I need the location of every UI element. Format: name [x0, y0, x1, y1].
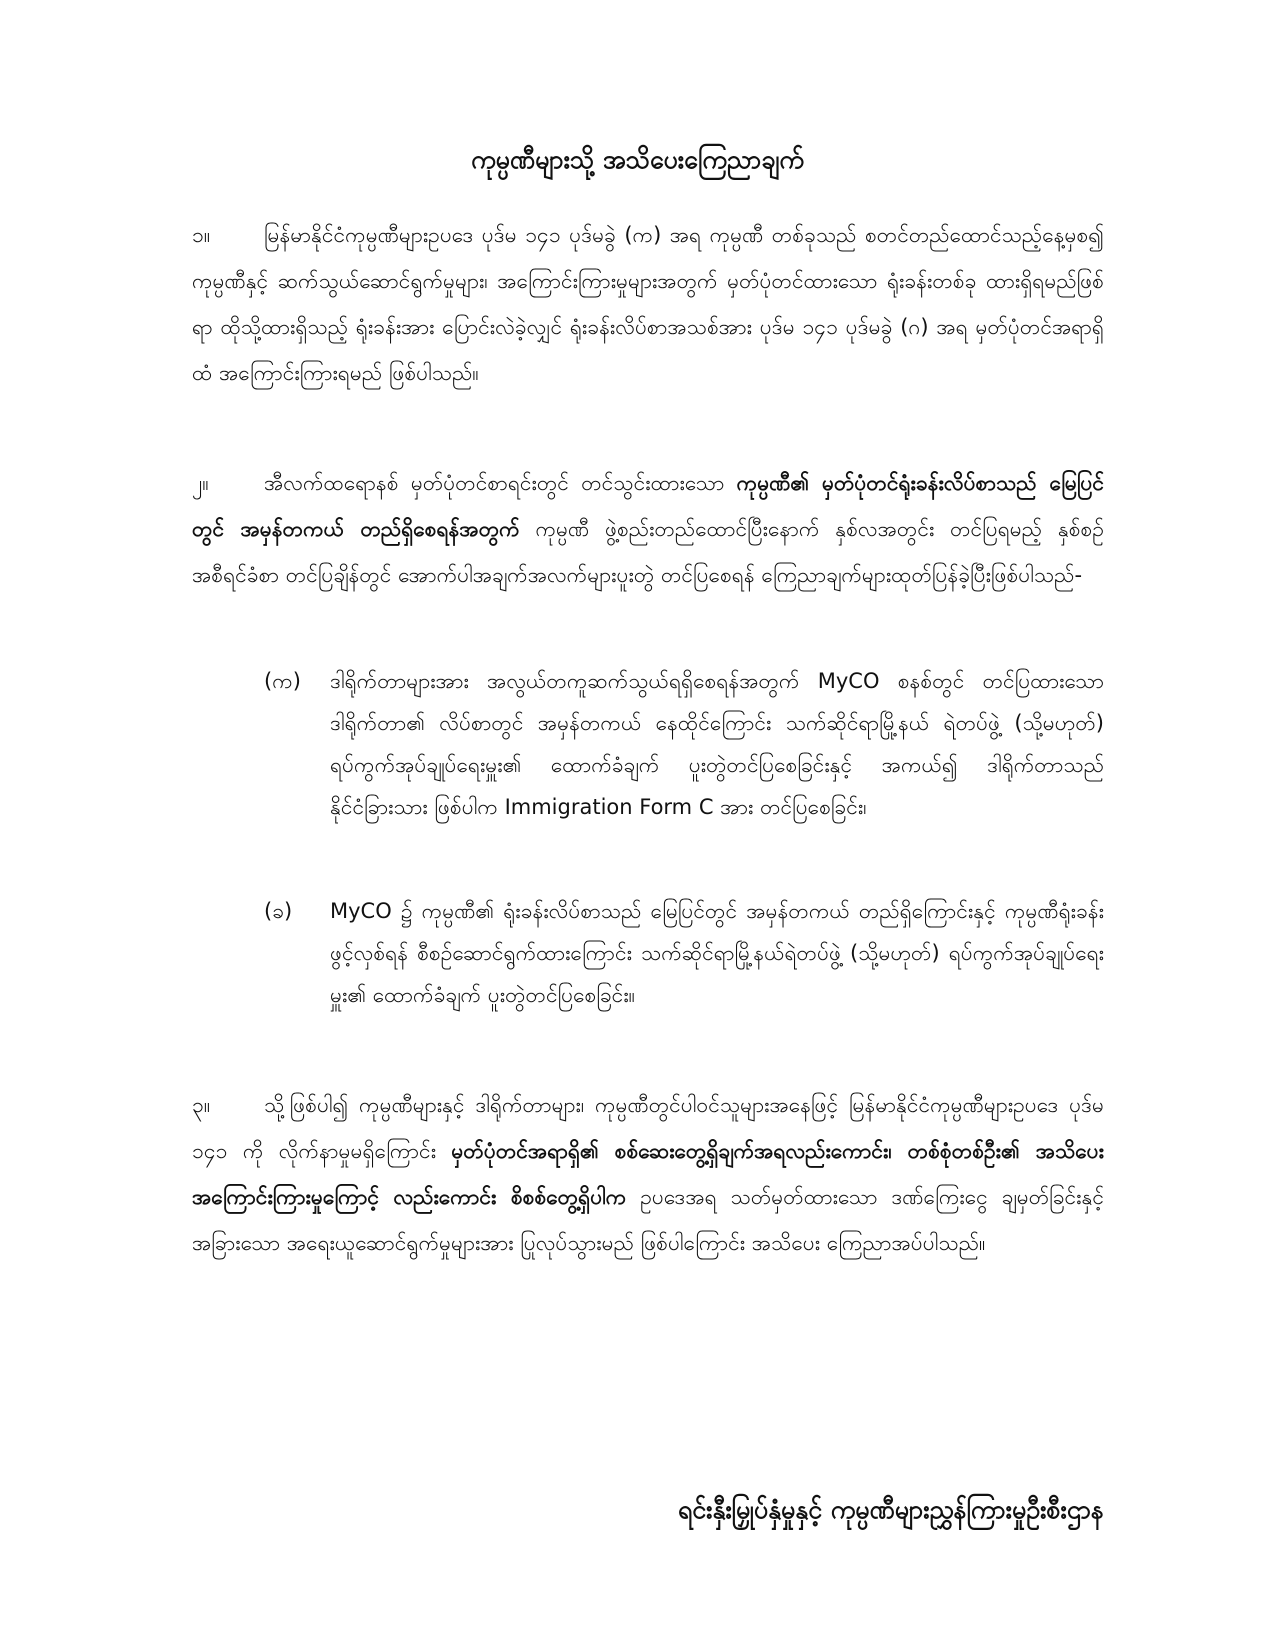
- paragraph-1-number: ၁။: [192, 223, 211, 247]
- paragraph-2-number: ၂။: [192, 471, 209, 495]
- paragraph-2-text-after: ကုမ္ပဏီ ဖွဲ့စည်းတည်ထောင်ပြီးနောက် နှစ်လအတွင်း တင်ပြရမည့် နှစ်စဉ်အစီရင်ခံစာ တင်ပြချိန်တွင် အောက်ပါအချက်အလက်များပူးတွဲ တင်ပြစေရန် ကြေညာချက်များထုတ်ပြန်ခဲ့ပြီးဖြစ်ပါသည်-: [192, 517, 1104, 587]
- paragraph-1: [192, 212, 1104, 396]
- paragraph-3: [192, 1082, 1104, 1266]
- paragraph-2-bold-text: ကုမ္ပဏီ၏ မှတ်ပုံတင်ရုံးခန်းလိပ်စာသည် မြေပြင်တွင် အမှန်တကယ် တည်ရှိစေရန်အတွက်: [192, 471, 1104, 541]
- paragraph-2: [192, 460, 1104, 598]
- sub-item-ka-number: (က): [264, 669, 301, 693]
- sub-item-ka: [264, 660, 1104, 828]
- sub-item-kha-text: MyCO ၌ ကုမ္ပဏီ၏ ရုံးခန်းလိပ်စာသည် မြေပြင်တွင် အမှန်တကယ် တည်ရှိကြောင်းနှင့် ကုမ္ပဏီရုံးခန်းဖွင့်လှစ်ရန် စီစဉ်ဆောင်ရွက်ထားကြောင်း သက်ဆိုင်ရာမြို့နယ်ရဲတပ်ဖွဲ့ (သို့မဟုတ်) ရပ်ကွက်အုပ်ချုပ်ရေးမှူး၏ ထောက်ခံချက် ပူးတွဲတင်ပြစေခြင်း။: [330, 899, 1104, 1007]
- paragraph-3-bold-text: မှတ်ပုံတင်အရာရှိ၏ စစ်ဆေးတွေ့ရှိချက်အရလည်းကောင်း၊ တစ်စုံတစ်ဦး၏ အသိပေး အကြောင်းကြားမှုကြောင့် လည်းကောင်း စိစစ်တွေ့ရှိပါက: [192, 1139, 1104, 1209]
- paragraph-1-text: မြန်မာနိုင်ငံကုမ္ပဏီများဥပဒေ ပုဒ်မ ၁၄၁ ပုဒ်မခွဲ (က) အရ ကုမ္ပဏီ တစ်ခုသည် စတင်တည်ထောင်သည့်နေ့မှစ၍ ကုမ္ပဏီနှင့် ဆက်သွယ်ဆောင်ရွက်မှုများ၊ အကြောင်းကြားမှုများအတွက် မှတ်ပုံတင်ထားသော ရုံးခန်းတစ်ခု ထားရှိရမည်ဖြစ်ရာ ထိုသို့ထားရှိသည့် ရုံးခန်းအား ပြောင်းလဲခဲ့လျှင် ရုံးခန်းလိပ်စာအသစ်အား ပုဒ်မ ၁၄၁ ပုဒ်မခွဲ (ဂ) အရ မှတ်ပုံတင်အရာရှိထံ အကြောင်းကြားရမည် ဖြစ်ပါသည်။: [192, 223, 1104, 385]
- sub-item-kha-number: (ခ): [264, 899, 293, 923]
- paragraph-3-number: ၃။: [192, 1093, 211, 1117]
- paragraph-2-text-before: အီလက်ထရောနစ် မှတ်ပုံတင်စာရင်းတွင် တင်သွင်းထားသော: [264, 471, 737, 495]
- sub-item-kha: [264, 890, 1104, 1016]
- paragraph-3-text-after: ဥပဒေအရ သတ်မှတ်ထားသော ဒဏ်ကြေးငွေ ချမှတ်ခြင်းနှင့် အခြားသော အရေးယူဆောင်ရွက်မှုများအား ပြုလုပ်သွားမည် ဖြစ်ပါကြောင်း အသိပေး ကြေညာအပ်ပါသည်။: [192, 1185, 1104, 1255]
- page-title: ကုမ္ပဏီများသို့ အသိပေးကြေညာချက်: [471, 145, 804, 174]
- sub-item-ka-text: ဒါရိုက်တာများအား အလွယ်တကူဆက်သွယ်ရရှိစေရန်အတွက် MyCO စနစ်တွင် တင်ပြထားသော ဒါရိုက်တာ၏ လိပ်စာတွင် အမှန်တကယ် နေထိုင်ကြောင်း သက်ဆိုင်ရာမြို့နယ် ရဲတပ်ဖွဲ့ (သို့မဟုတ်) ရပ်ကွက်အုပ်ချုပ်ရေးမှူး၏ ထောက်ခံချက် ပူးတွဲတင်ပြစေခြင်းနှင့် အကယ်၍ ဒါရိုက်တာသည် နိုင်ငံခြားသား ဖြစ်ပါက Immigration Form C အား တင်ပြစေခြင်း၊: [330, 669, 1104, 819]
- paragraph-3-text-before: သို့ဖြစ်ပါ၍ ကုမ္ပဏီများနှင့် ဒါရိုက်တာများ၊ ကုမ္ပဏီတွင်ပါဝင်သူများအနေဖြင့် မြန်မာနိုင်ငံကုမ္ပဏီများဥပဒေ ပုဒ်မ ၁၄၁ ကို လိုက်နာမှုမရှိကြောင်း: [192, 1093, 1104, 1163]
- issuing-department: ရင်းနှီးမြှုပ်နှံမှုနှင့် ကုမ္ပဏီများညွှန်ကြားမှုဦးစီးဌာန: [677, 1495, 1104, 1524]
